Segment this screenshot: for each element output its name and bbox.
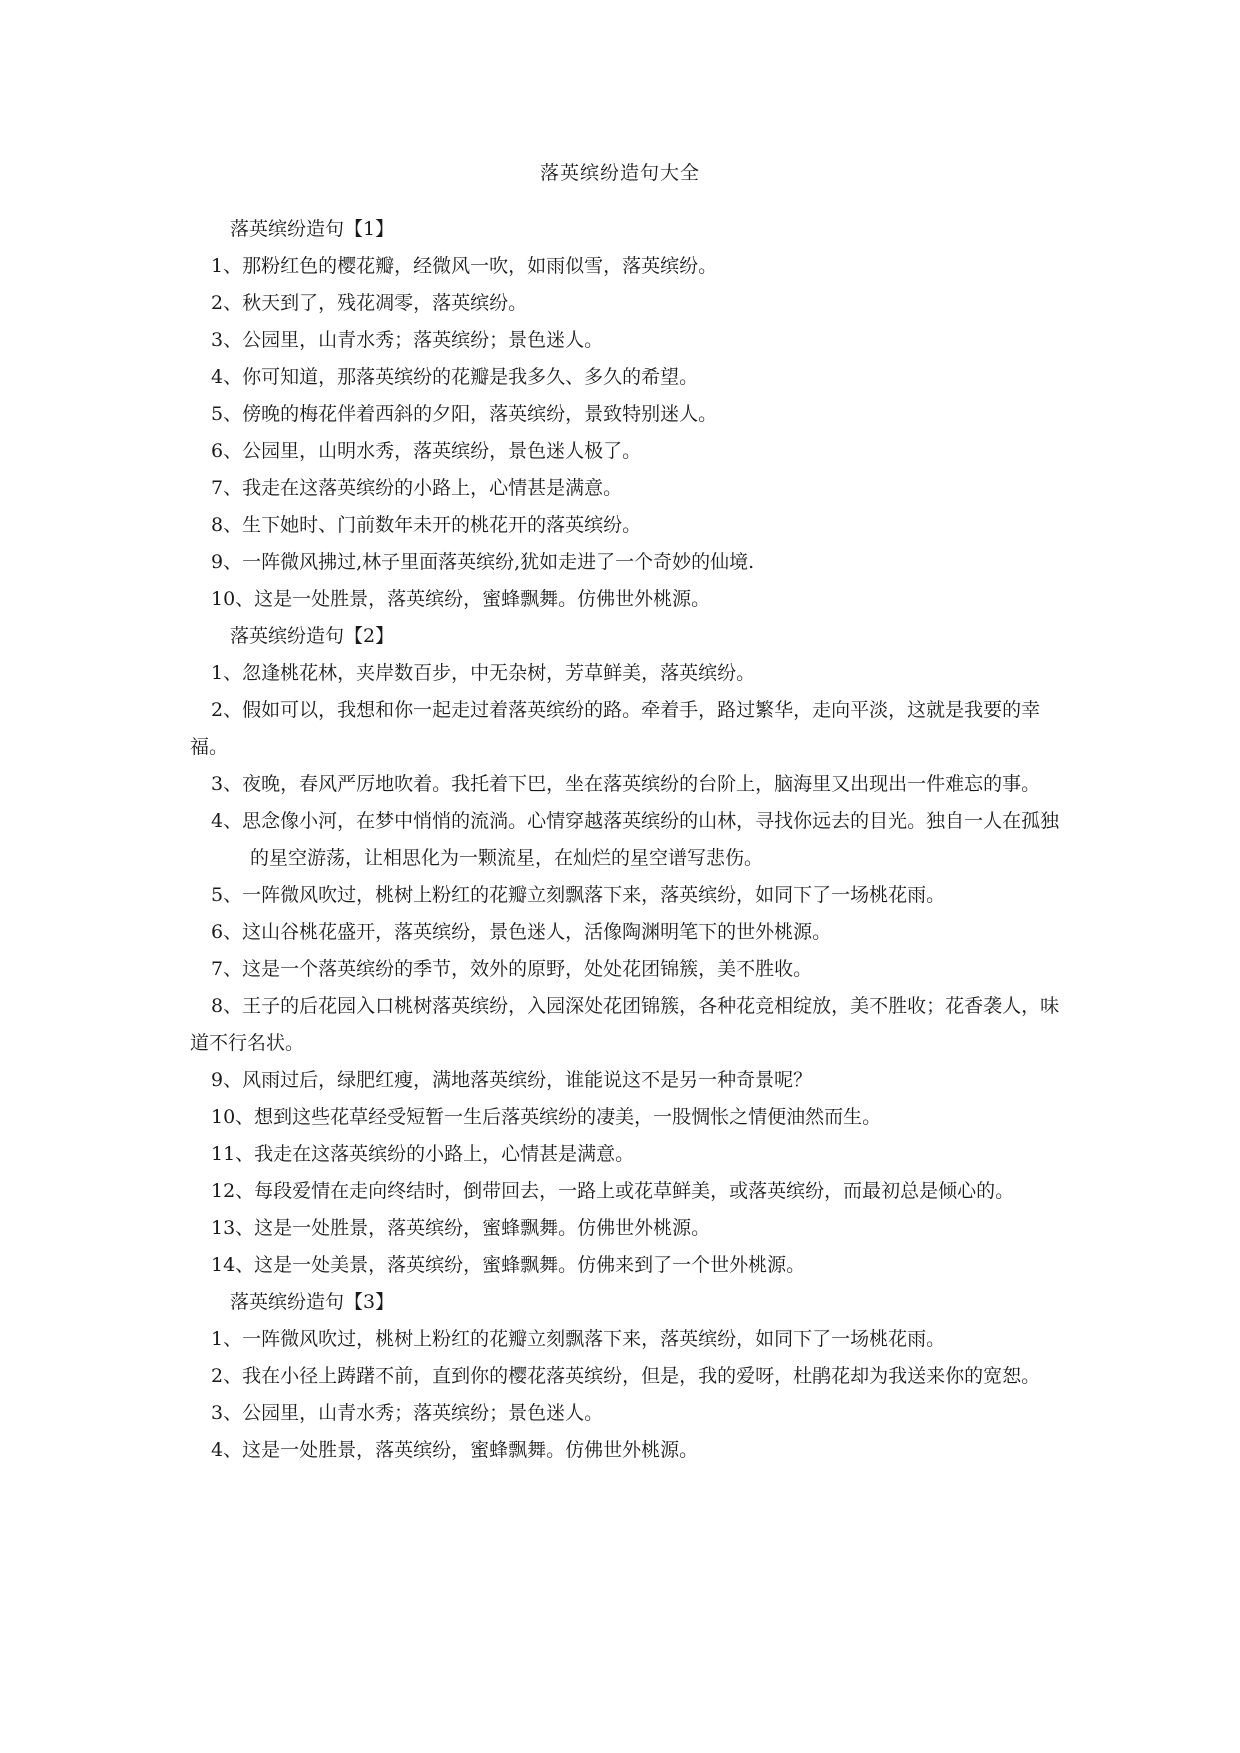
sentence-item: 4、这是一处胜景，落英缤纷，蜜蜂飘舞。仿佛世外桃源。: [211, 1439, 699, 1461]
sentence-item: 3、夜晚，春风严厉地吹着。我托着下巴，坐在落英缤纷的台阶上，脑海里又出现出一件难忘的事。: [211, 773, 1041, 795]
sentence-item: 10、这是一处胜景，落英缤纷，蜜蜂飘舞。仿佛世外桃源。: [211, 588, 711, 610]
sentence-item: 1、一阵微风吹过，桃树上粉红的花瓣立刻飘落下来，落英缤纷，如同下了一场桃花雨。: [211, 1328, 946, 1350]
sentence-item: 3、公园里，山青水秀；落英缤纷；景色迷人。: [211, 1402, 604, 1424]
sentence-item: 8、生下她时、门前数年未开的桃花开的落英缤纷。: [211, 514, 642, 536]
sentence-item: 3、公园里，山青水秀；落英缤纷；景色迷人。: [211, 329, 604, 351]
sentence-item: 5、傍晚的梅花伴着西斜的夕阳，落英缤纷，景致特别迷人。: [211, 403, 718, 425]
document-title: 落英缤纷造句大全: [539, 162, 700, 184]
sentence-item: 8、王子的后花园入口桃树落英缤纷，入园深处花团锦簇，各种花竞相绽放，美不胜收；花香袭人，味道不行名状。: [190, 995, 1060, 1054]
sentence-item: 5、一阵微风吹过，桃树上粉红的花瓣立刻飘落下来，落英缤纷，如同下了一场桃花雨。: [211, 884, 946, 906]
sentence-item: 13、这是一处胜景，落英缤纷，蜜蜂飘舞。仿佛世外桃源。: [211, 1217, 711, 1239]
sentence-item: 7、这是一个落英缤纷的季节，效外的原野，处处花团锦簇，美不胜收。: [211, 958, 813, 980]
sentence-item: 2、秋天到了，残花凋零，落英缤纷。: [211, 292, 528, 314]
sentence-item: 2、假如可以，我想和你一起走过着落英缤纷的路。牵着手，路过繁华，走向平淡，这就是我要的幸福。: [190, 699, 1041, 758]
sentence-item: 6、这山谷桃花盛开，落英缤纷，景色迷人，活像陶渊明笔下的世外桃源。: [211, 921, 832, 943]
sentence-item: 12、每段爱情在走向终结时，倒带回去，一路上或花草鲜美，或落英缤纷，而最初总是倾心的。: [211, 1180, 1015, 1202]
sentence-part: 4、思念像小河，在梦中悄悄的流淌。心情穿越落英缤纷的山林，寻找你远去的目光。独自一人在孤独: [211, 810, 1060, 832]
sentence-item: 4、你可知道，那落英缤纷的花瓣是我多久、多久的希望。: [211, 366, 699, 388]
sentence-item: 1、忽逢桃花林，夹岸数百步，中无杂树，芳草鲜美，落英缤纷。: [211, 662, 756, 684]
section-heading-3: 落英缤纷造句【3】: [230, 1291, 395, 1313]
section-heading-2: 落英缤纷造句【2】: [230, 625, 395, 647]
sentence-item: 9、一阵微风拂过,林子里面落英缤纷,犹如走进了一个奇妙的仙境.: [211, 551, 755, 573]
sentence-item: 14、这是一处美景，落英缤纷，蜜蜂飘舞。仿佛来到了一个世外桃源。: [211, 1254, 806, 1276]
sentence-item: [190, 803, 1065, 877]
sentence-item: 7、我走在这落英缤纷的小路上，心情甚是满意。: [211, 477, 623, 499]
sentence-item: 2、我在小径上踌躇不前，直到你的樱花落英缤纷，但是，我的爱呀，杜鹃花却为我送来你的宽恕。: [211, 1365, 1041, 1387]
section-heading-1: 落英缤纷造句【1】: [230, 218, 395, 240]
sentence-item: 10、想到这些花草经受短暂一生后落英缤纷的凄美，一股惆怅之情便油然而生。: [211, 1106, 882, 1128]
sentence-part: 的星空游荡，让相思化为一颗流星，在灿烂的星空谱写悲伤。: [250, 847, 764, 869]
sentence-item: 11、我走在这落英缤纷的小路上，心情甚是满意。: [211, 1143, 635, 1165]
sentence-item: 9、风雨过后，绿肥红瘦，满地落英缤纷，谁能说这不是另一种奇景呢？: [211, 1069, 813, 1091]
sentence-item: 1、那粉红色的樱花瓣，经微风一吹，如雨似雪，落英缤纷。: [211, 255, 718, 277]
sentence-item: 6、公园里，山明水秀，落英缤纷，景色迷人极了。: [211, 440, 642, 462]
document-body: [190, 211, 1065, 1469]
